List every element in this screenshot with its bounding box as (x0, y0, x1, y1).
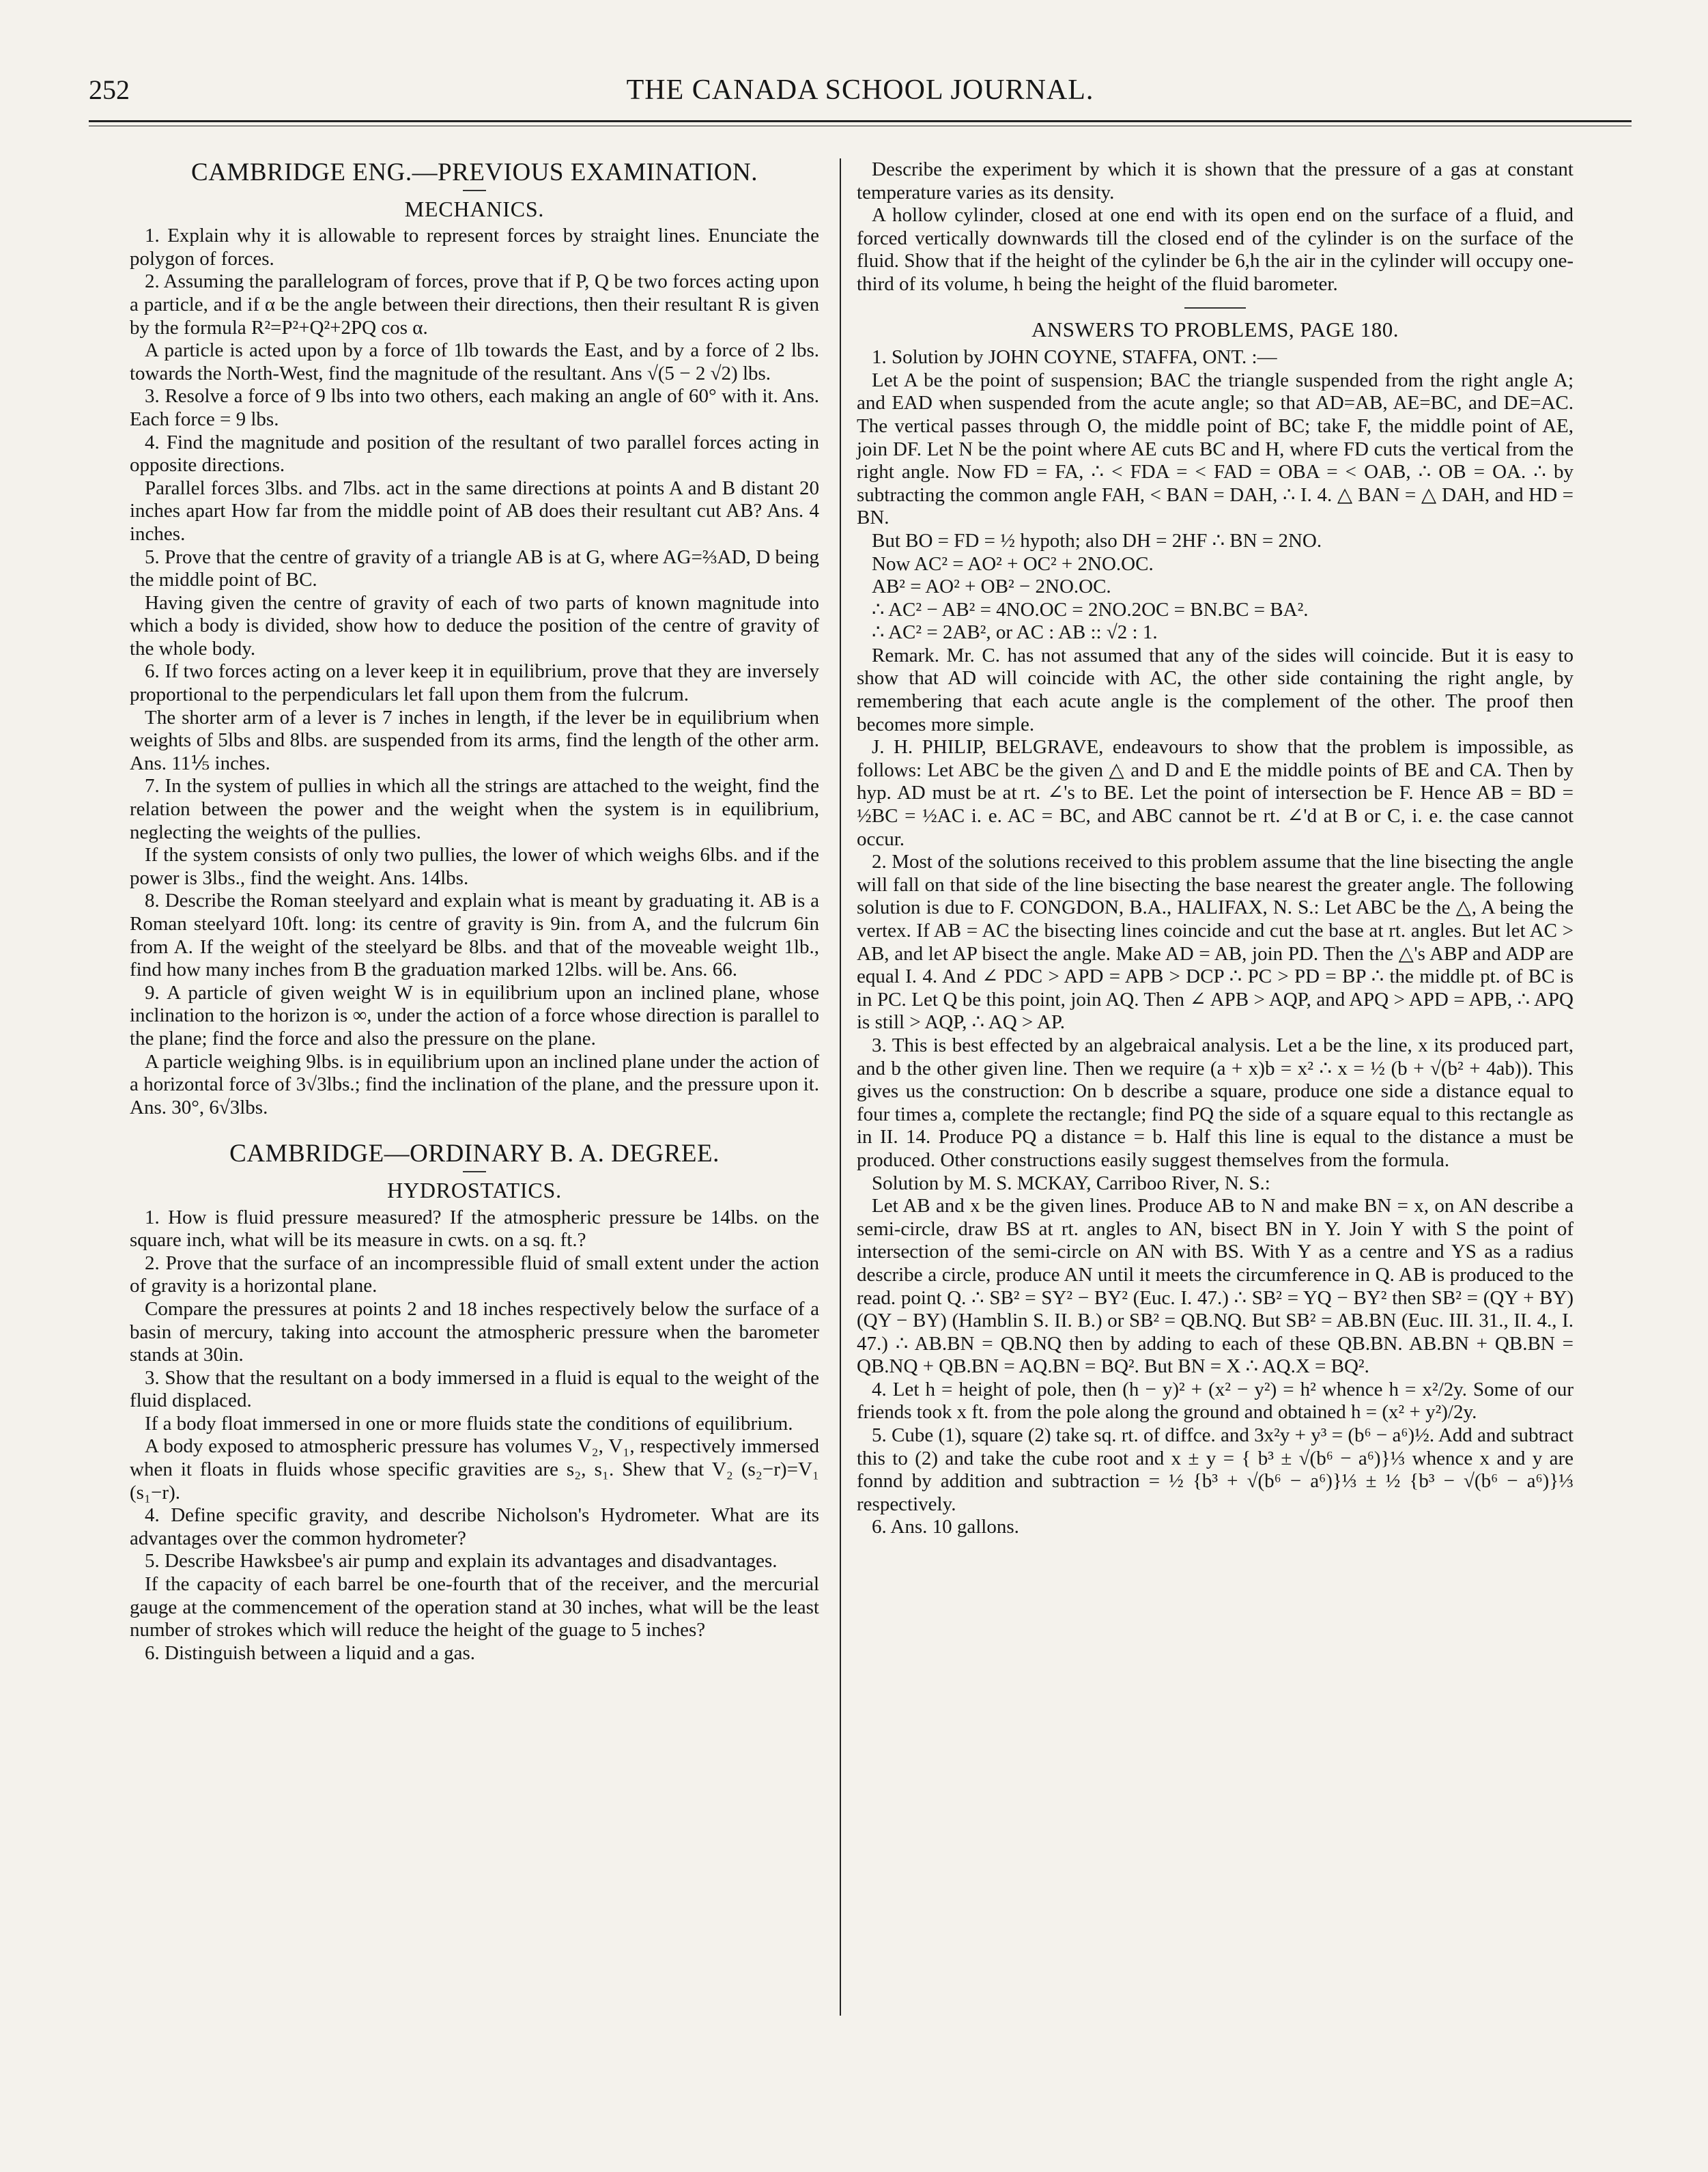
answer-paragraph: 1. Solution by JOHN COYNE, STAFFA, ONT. :— (872, 346, 1277, 369)
title-rule (463, 190, 486, 191)
question-paragraph: 8. Describe the Roman steelyard and explain what is meant by graduating it. AB is a Roman steelyard 10ft. long: its centre of gravity is 9in. from A, and the fulcrum 6in from A. If the weight of the steelyard be 8lbs. and that of the moveable weight 1lb., find how many inches from B the graduation marked 12lbs. will be. Ans. 66. (130, 890, 819, 981)
section-subtitle-hydrostatics: HYDROSTATICS. (387, 1177, 562, 1202)
section-subtitle-mechanics: MECHANICS. (404, 196, 545, 221)
question-paragraph: 1. How is fluid pressure measured? If the atmospheric pressure be 14lbs. on the square inch, what will be its measure in cwts. on a sq. ft.? (130, 1206, 819, 1252)
question-paragraph: Describe the experiment by which it is shown that the pressure of a gas at constant temperature varies as its density. (857, 158, 1574, 203)
section-title-previous-examination: CAMBRIDGE ENG.—PREVIOUS EXAMINATION. (191, 158, 758, 186)
question-paragraph: If the capacity of each barrel be one-fourth that of the receiver, and the mercurial gauge at the commencement of the operation stand at 30 inches, what will be the least number of strokes which will reduce the height of the guage to 5 inches? (130, 1573, 819, 1641)
question-paragraph: 4. Define specific gravity, and describe Nicholson's Hydrometer. What are its advantages over the common hydrometer? (130, 1504, 819, 1549)
question-paragraph: 9. A particle of given weight W is in equilibrium upon an inclined plane, whose inclination to the horizon is ∞, under the action of a force whose direction is parallel to the plane; find the force and also the pressure on the plane. (130, 981, 819, 1049)
answer-paragraph: 6. Ans. 10 gallons. (872, 1516, 1019, 1538)
answer-paragraph: Let AB and x be the given lines. Produce AB to N and make BN = x, on AN describe a semi-circle, draw BS at rt. angles to AN, bisect BN in Y. Join Y with S the point of intersection of the semi-circle on AN with BS. With Y as a centre and YS as a radius describe a circle, produce AN until it meets the circumference in Q. AB is produced to the read. point Q. ∴ SB² = SY² − BY² (Euc. I. 47.) ∴ SB² = YQ − BY² then SB² = (QY + BY)(QY − BY) (Hamblin S. II. B.) or SB² = QB.NQ. But SB² = AB.BN (Euc. III. 31., II. 4., I. 47.) ∴ AB.BN = QB.NQ then by adding to each of these QB.BN. AB.BN + QB.BN = QB.NQ + QB.BN = AQ.BN = BQ². But BN = X ∴ AQ.X = BQ². (857, 1195, 1574, 1378)
question-paragraph: The shorter arm of a lever is 7 inches in length, if the lever be in equilibrium when weights of 5lbs and 8lbs. are suspended from its arms, find the length of the other arm. Ans. 11⅕ inches. (130, 706, 819, 774)
answers-body (857, 346, 1574, 1539)
answer-paragraph: ∴ AC² − AB² = 4NO.OC = 2NO.2OC = BN.BC = BA². (872, 598, 1309, 621)
answer-paragraph: AB² = AO² + OB² − 2NO.OC. (872, 576, 1111, 598)
question-paragraph: If a body float immersed in one or more fluids state the conditions of equilibrium. (145, 1412, 793, 1435)
column-divider (840, 158, 841, 2016)
header-rule-thick (89, 120, 1632, 122)
question-paragraph: 7. In the system of pullies in which all the strings are attached to the weight, find the relation between the power and the weight when the system is in equilibrium, neglecting the weights of the pullies. (130, 775, 819, 843)
page-number: 252 (89, 74, 130, 105)
page-header (89, 74, 1632, 115)
right-column (857, 158, 1574, 1539)
question-paragraph: Compare the pressures at points 2 and 18 inches respectively below the surface of a basin of mercury, taking into account the atmospheric pressure when the barometer stands at 30in. (130, 1297, 819, 1366)
mechanics-questions (130, 225, 819, 1119)
answer-paragraph: 5. Cube (1), square (2) take sq. rt. of diffce. and 3x²y + y³ = (b⁶ − a⁶)½. Add and subtract this to (2) and take the cube root and x ± y = { b³ ± √(b⁶ − a⁶)}⅓ whence x and y are fonnd by addition and subtraction = ½ {b³ + √(b⁶ − a⁶)}⅓ ± ½ {b³ − √(b⁶ − a⁶)}⅓ respectively. (857, 1424, 1574, 1515)
question-paragraph: If the system consists of only two pullies, the lower of which weighs 6lbs. and if the power is 3lbs., find the weight. Ans. 14lbs. (130, 844, 819, 889)
question-paragraph: 2. Prove that the surface of an incompressible fluid of small extent under the action of gravity is a horizontal plane. (130, 1252, 819, 1297)
question-paragraph: Having given the centre of gravity of each of two parts of known magnitude into which a body is divided, show how to deduce the position of the centre of gravity of the whole body. (130, 591, 819, 660)
answer-paragraph: ∴ AC² = 2AB², or AC : AB :: √2 : 1. (872, 621, 1158, 644)
hydrostatics-continued (857, 158, 1574, 296)
title-rule (463, 1171, 486, 1172)
answer-paragraph: Now AC² = AO² + OC² + 2NO.OC. (872, 552, 1154, 575)
question-paragraph: 6. If two forces acting on a lever keep it in equilibrium, prove that they are inversely proportional to the perpendiculars let fall upon them from the fulcrum. (130, 660, 819, 706)
question-paragraph: 4. Find the magnitude and position of the resultant of two parallel forces acting in opposite directions. (130, 431, 819, 477)
question-paragraph: 6. Distinguish between a liquid and a gas. (145, 1641, 476, 1664)
answer-paragraph: J. H. PHILIP, BELGRAVE, endeavours to show that the problem is impossible, as follows: Let ABC be the given △ and D and E the middle points of BE and CA. Then by hyp. AD must be at rt. ∠'s to BE. Let the point of intersection be F. Hence AB = BD = ½BC = ½AC i. e. AC = BC, and ABC cannot be rt. ∠'d at B or C, i. e. the case cannot occur. (857, 736, 1574, 850)
question-paragraph: Parallel forces 3lbs. and 7lbs. act in the same directions at points A and B distant 20 inches apart How far from the middle point of AB does their resultant cut AB? Ans. 4 inches. (130, 477, 819, 545)
journal-title: THE CANADA SCHOOL JOURNAL. (626, 74, 1094, 106)
answer-paragraph: 2. Most of the solutions received to this problem assume that the line bisecting the angle will fall on that side of the line bisecting the base nearest the greater angle. The following solution is due to F. CONGDON, B.A., HALIFAX, N. S.: Let ABC be the △, A being the vertex. If AB = AC the bisecting lines coincide and cut the base at rt. angles. But let AC > AB, and let AP bisect the angle. Make AD = AB, join PD. Then the △'s ABP and ADP are equal I. 4. And ∠ PDC > APD = APB > DCP ∴ PC > PD = BP ∴ the middle pt. of BC is in PC. Let Q be this point, join AQ. Then ∠ APB > AQP, and APQ > APD = APB, ∴ APQ is still > AQP, ∴ AQ > AP. (857, 851, 1574, 1034)
question-paragraph: 3. Show that the resultant on a body immersed in a fluid is equal to the weight of the fluid displaced. (130, 1366, 819, 1412)
question-paragraph: 5. Prove that the centre of gravity of a triangle AB is at G, where AG=⅔AD, D being the middle point of BC. (130, 546, 819, 591)
question-paragraph: 1. Explain why it is allowable to represent forces by straight lines. Enunciate the polygon of forces. (130, 225, 819, 270)
question-paragraph: A particle weighing 9lbs. is in equilibrium upon an inclined plane under the action of a horizontal force of 3√3lbs.; find the inclination of the plane, and the pressure upon it. Ans. 30°, 6√3lbs. (130, 1050, 819, 1118)
question-paragraph: A body exposed to atmospheric pressure has volumes V₂, V₁, respectively immersed when it floats in fluids whose specific gravities are s₂, s₁. Shew that V₂ (s₂−r)=V₁ (s₁−r). (130, 1435, 819, 1504)
hydrostatics-questions (130, 1207, 819, 1665)
answer-paragraph: 4. Let h = height of pole, then (h − y)² + (x² − y²) = h² whence h = x²/2y. Some of our friends took x ft. from the pole along the ground and obtained h = (x² + y²)/2y. (857, 1378, 1574, 1424)
question-paragraph: A particle is acted upon by a force of 1lb towards the East, and by a force of 2 lbs. towards the North-West, find the magnitude of the resultant. Ans √(5 − 2 √2) lbs. (130, 339, 819, 384)
question-paragraph: 2. Assuming the parallelogram of forces, prove that if P, Q be two forces acting upon a particle, and if α be the angle between their directions, then their resultant R is given by the formula R²=P²+Q²+2PQ cos α. (130, 270, 819, 339)
section-title-ordinary-degree: CAMBRIDGE—ORDINARY B. A. DEGREE. (229, 1140, 720, 1168)
answer-paragraph: 3. This is best effected by an algebraical analysis. Let a be the line, x its produced part, and b the other given line. Then we require (a + x)b = x² ∴ x = ½ (b + √(b² + 4ab)). This gives us the construction: On b describe a square, produce one side a distance equal to four times a, complete the rectangle; find PQ the side of a square equal to this rectangle as in II. 14. Produce PQ a distance = b. Half this line is equal to the distance a must be produced. Other constructions easily suggest themselves from the formula. (857, 1034, 1574, 1171)
answers-title: ANSWERS TO PROBLEMS, PAGE 180. (1031, 317, 1399, 341)
answer-paragraph: But BO = FD = ½ hypoth; also DH = 2HF ∴ BN = 2NO. (872, 529, 1322, 552)
answer-paragraph: Let A be the point of suspension; BAC the triangle suspended from the right angle A; and EAD when suspended from the acute angle; so that AD=AB, AE=BC, and DE=AC. The vertical passes through O, the middle point of BC; take F, the middle point of AE, join DF. Let N be the point where AE cuts BC and H, where FD cuts the vertical from the right angle. Now FD = FA, ∴ < FDA = < FAD = OBA = < OAB, ∴ OB = OA. ∴ by subtracting the common angle FAH, < BAN = DAH, ∴ I. 4. △ BAN = △ DAH, and HD = BN. (857, 369, 1574, 529)
question-paragraph: 5. Describe Hawksbee's air pump and explain its advantages and disadvantages. (145, 1550, 778, 1572)
section-divider (1184, 307, 1246, 309)
question-paragraph: A hollow cylinder, closed at one end with its open end on the surface of a fluid, and forced vertically downwards till the closed end of the cylinder is on the surface of the fluid. Show that if the height of the cylinder be 6,h the air in the cylinder will occupy one-third of its volume, h being the height of the fluid barometer. (857, 204, 1574, 295)
left-column (130, 158, 819, 1665)
answer-paragraph: Solution by M. S. MCKAY, Carriboo River, N. S.: (872, 1172, 1270, 1194)
answer-paragraph: Remark. Mr. C. has not assumed that any of the sides will coincide. But it is easy to show that AD will coincide with AC, the other side containing the right angle, by remembering that each acute angle is the complement of the other. The proof then becomes more simple. (857, 644, 1574, 735)
question-paragraph: 3. Resolve a force of 9 lbs into two others, each making an angle of 60° with it. Ans. Each force = 9 lbs. (130, 385, 819, 430)
